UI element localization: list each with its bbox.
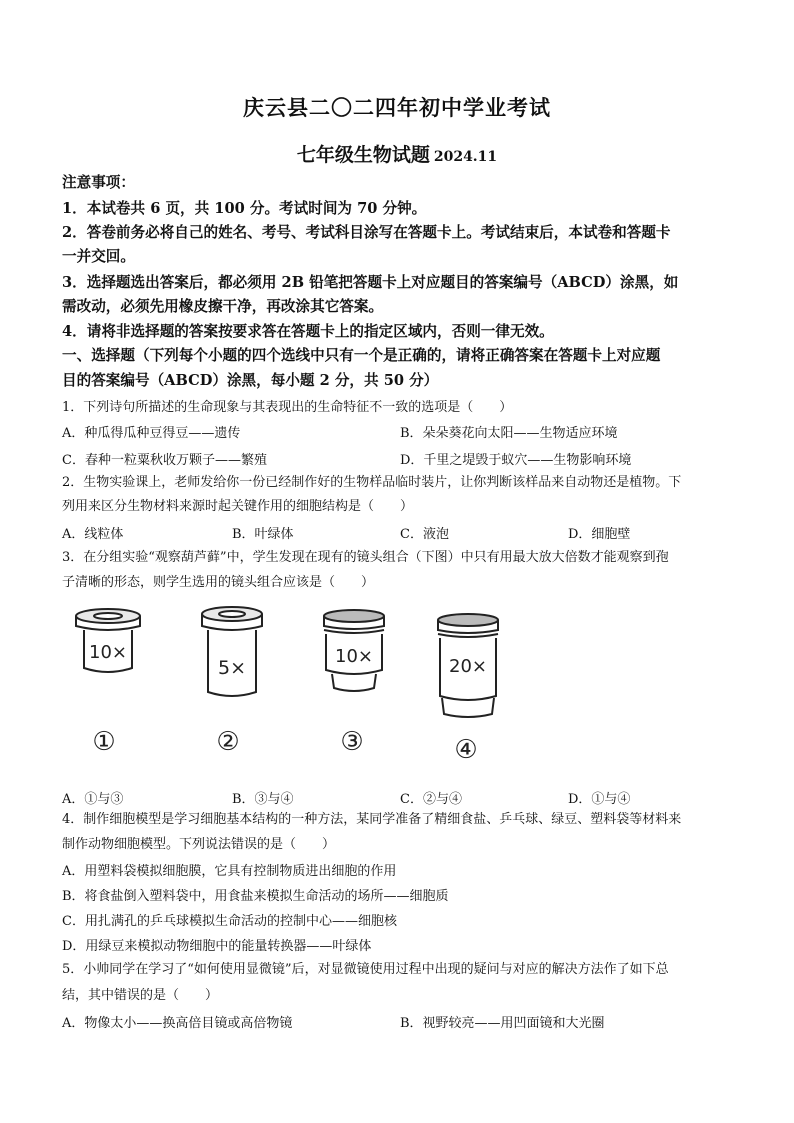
q4-option-a: A．用塑料袋模拟细胞膜，它具有控制物质进出细胞的作用 xyxy=(62,864,397,879)
q3-option-b: B．③与④ xyxy=(232,792,294,807)
question-5-stem: 5．小帅同学在学习了“如何使用显微镜”后，对显微镜使用过程中出现的疑问与对应的解决方法作了如下总 xyxy=(62,962,669,977)
section-heading: 一、选择题（下列每个小题的四个选线中只有一个是正确的，请将正确答案在答题卡上对应题 xyxy=(62,347,661,364)
q4-option-c: C．用扎满孔的乒乓球模拟生命活动的控制中心——细胞核 xyxy=(62,914,397,929)
exam-subtitle xyxy=(0,140,794,167)
q1-option-c: C．春种一粒粟秋收万颗子——繁殖 xyxy=(62,453,267,468)
lens-3-number: ③ xyxy=(340,727,364,757)
question-4-stem: 4．制作细胞模型是学习细胞基本结构的一种方法，某同学准备了精细食盐、乒乓球、绿豆、塑料袋等材料来 xyxy=(62,812,682,827)
exam-title: 庆云县二〇二四年初中学业考试 xyxy=(243,95,551,120)
question-3-stem-cont: 子清晰的形态，则学生选用的镜头组合应该是（ ） xyxy=(62,575,375,590)
q3-option-d: D．①与④ xyxy=(568,792,631,807)
q3-option-c: C．②与④ xyxy=(400,792,462,807)
lens-2 xyxy=(202,607,262,757)
lens-2-magnification: 5× xyxy=(217,657,247,679)
q2-option-d: D．细胞壁 xyxy=(568,527,631,542)
note-line: 1．本试卷共 6 页，共 100 分。考试时间为 70 分钟。 xyxy=(62,200,427,217)
lens-4-number: ④ xyxy=(454,735,478,765)
question-2-stem-cont: 列用来区分生物材料来源时起关键作用的细胞结构是（ ） xyxy=(62,499,414,514)
lens-3 xyxy=(324,610,384,757)
q1-option-b: B．朵朵葵花向太阳——生物适应环境 xyxy=(400,426,618,441)
lens-1-magnification: 10× xyxy=(89,642,127,663)
q5-option-b: B．视野较亮——用凹面镜和大光圈 xyxy=(400,1016,605,1031)
exam-date: 2024.11 xyxy=(433,149,498,165)
q2-option-b: B．叶绿体 xyxy=(232,527,294,542)
note-line: 2．答卷前务必将自己的姓名、考号、考试科目涂写在答题卡上。考试结束后，本试卷和答题卡 xyxy=(62,224,671,241)
lens-4 xyxy=(438,614,498,765)
q3-option-a: A．①与③ xyxy=(62,792,124,807)
lens-4-magnification: 20× xyxy=(449,656,487,677)
question-2-stem: 2．生物实验课上，老师发给你一份已经制作好的生物样品临时装片，让你判断该样品来自动物还是植物。下 xyxy=(62,475,682,490)
q1-option-a: A．种瓜得瓜种豆得豆——遗传 xyxy=(62,426,241,441)
note-line: 4．请将非选择题的答案按要求答在答题卡上的指定区域内，否则一律无效。 xyxy=(62,323,554,340)
q4-option-b: B．将食盐倒入塑料袋中，用食盐来模拟生命活动的场所——细胞质 xyxy=(62,889,449,904)
lens-1-number: ① xyxy=(92,727,116,757)
lens-figure xyxy=(62,600,662,780)
q4-option-d: D．用绿豆来模拟动物细胞中的能量转换器——叶绿体 xyxy=(62,939,372,954)
question-5-stem-cont: 结，其中错误的是（ ） xyxy=(62,988,219,1003)
note-line: 一并交回。 xyxy=(62,248,135,265)
lens-3-magnification: 10× xyxy=(335,646,373,667)
section-heading: 目的答案编号（ABCD）涂黑，每小题 2 分，共 50 分） xyxy=(62,372,439,389)
q2-option-a: A．线粒体 xyxy=(62,527,124,542)
q5-option-a: A．物像太小——换高倍目镜或高倍物镜 xyxy=(62,1016,293,1031)
question-3-stem: 3．在分组实验“观察葫芦藓”中，学生发现在现有的镜头组合（下图）中只有用最大放大倍数才能观察到孢 xyxy=(62,550,669,565)
question-4-stem-cont: 制作动物细胞模型。下列说法错误的是（ ） xyxy=(62,837,336,852)
lens-2-number: ② xyxy=(216,727,240,757)
lens-1 xyxy=(76,609,140,757)
note-line: 3．选择题选出答案后，都必须用 2B 铅笔把答题卡上对应题目的答案编号（ABCD）涂黑，如 xyxy=(62,274,679,291)
question-1-stem: 1．下列诗句所描述的生命现象与其表现出的生命特征不一致的选项是（ ） xyxy=(62,400,513,415)
notes-heading: 注意事项： xyxy=(62,174,135,191)
note-line: 需改动，必须先用橡皮擦干净，再改涂其它答案。 xyxy=(62,298,384,315)
subject-title: 七年级生物试题 xyxy=(296,144,430,166)
q2-option-c: C．液泡 xyxy=(400,527,449,542)
q1-option-d: D．千里之堤毁于蚁穴——生物影响环境 xyxy=(400,453,632,468)
